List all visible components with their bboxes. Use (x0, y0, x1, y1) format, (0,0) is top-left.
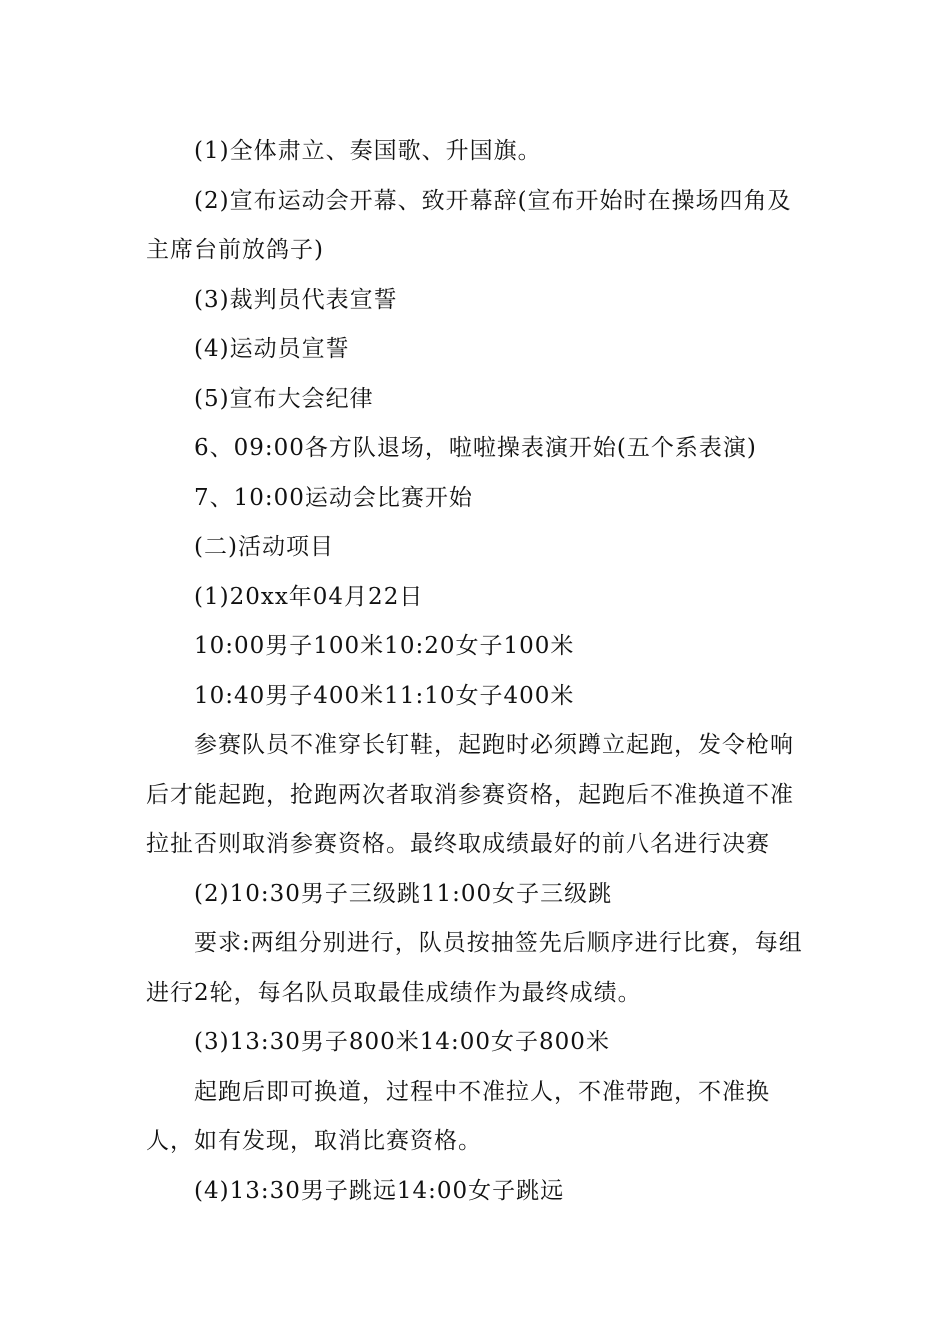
paragraph: (4)运动员宣誓 (194, 336, 350, 362)
paragraph: (4)13:30男子跳远14:00女子跳远 (194, 1177, 565, 1204)
paragraph: (1)20xx年04月22日 (194, 583, 424, 610)
paragraph: (3)裁判员代表宣誓 (194, 286, 398, 313)
paragraph: (2)宣布运动会开幕、致开幕辞(宣布开始时在操场四角及主席台前放鸽子) (146, 187, 792, 263)
paragraph: (2)10:30男子三级跳11:00女子三级跳 (194, 880, 613, 907)
paragraph: 要求:两组分别进行，队员按抽签先后顺序进行比赛，每组进行2轮，每名队员取最佳成绩作为最终成绩。 (146, 930, 803, 1006)
paragraph: (3)13:30男子800米14:00女子800米 (194, 1029, 610, 1055)
paragraph: 10:40男子400米11:10女子400米 (194, 682, 575, 709)
paragraph: (1)全体肃立、奏国歌、升国旗。 (194, 138, 542, 164)
paragraph: 10:00男子100米10:20女子100米 (194, 633, 575, 659)
paragraph: 参赛队员不准穿长钉鞋，起跑时必须蹲立起跑，发令枪响后才能起跑，抢跑两次者取消参赛资格，起跑后不准换道不准拉扯否则取消参赛资格。最终取成绩最好的前八名进行决赛 (146, 732, 794, 857)
document-body (146, 127, 810, 1216)
paragraph: 6、09:00各方队退场，啦啦操表演开始(五个系表演) (194, 435, 757, 461)
section-heading: (二)活动项目 (194, 534, 334, 560)
paragraph: (5)宣布大会纪律 (194, 385, 374, 412)
paragraph: 起跑后即可换道，过程中不准拉人，不准带跑，不准换人，如有发现，取消比赛资格。 (146, 1078, 770, 1154)
paragraph: 7、10:00运动会比赛开始 (194, 484, 473, 511)
